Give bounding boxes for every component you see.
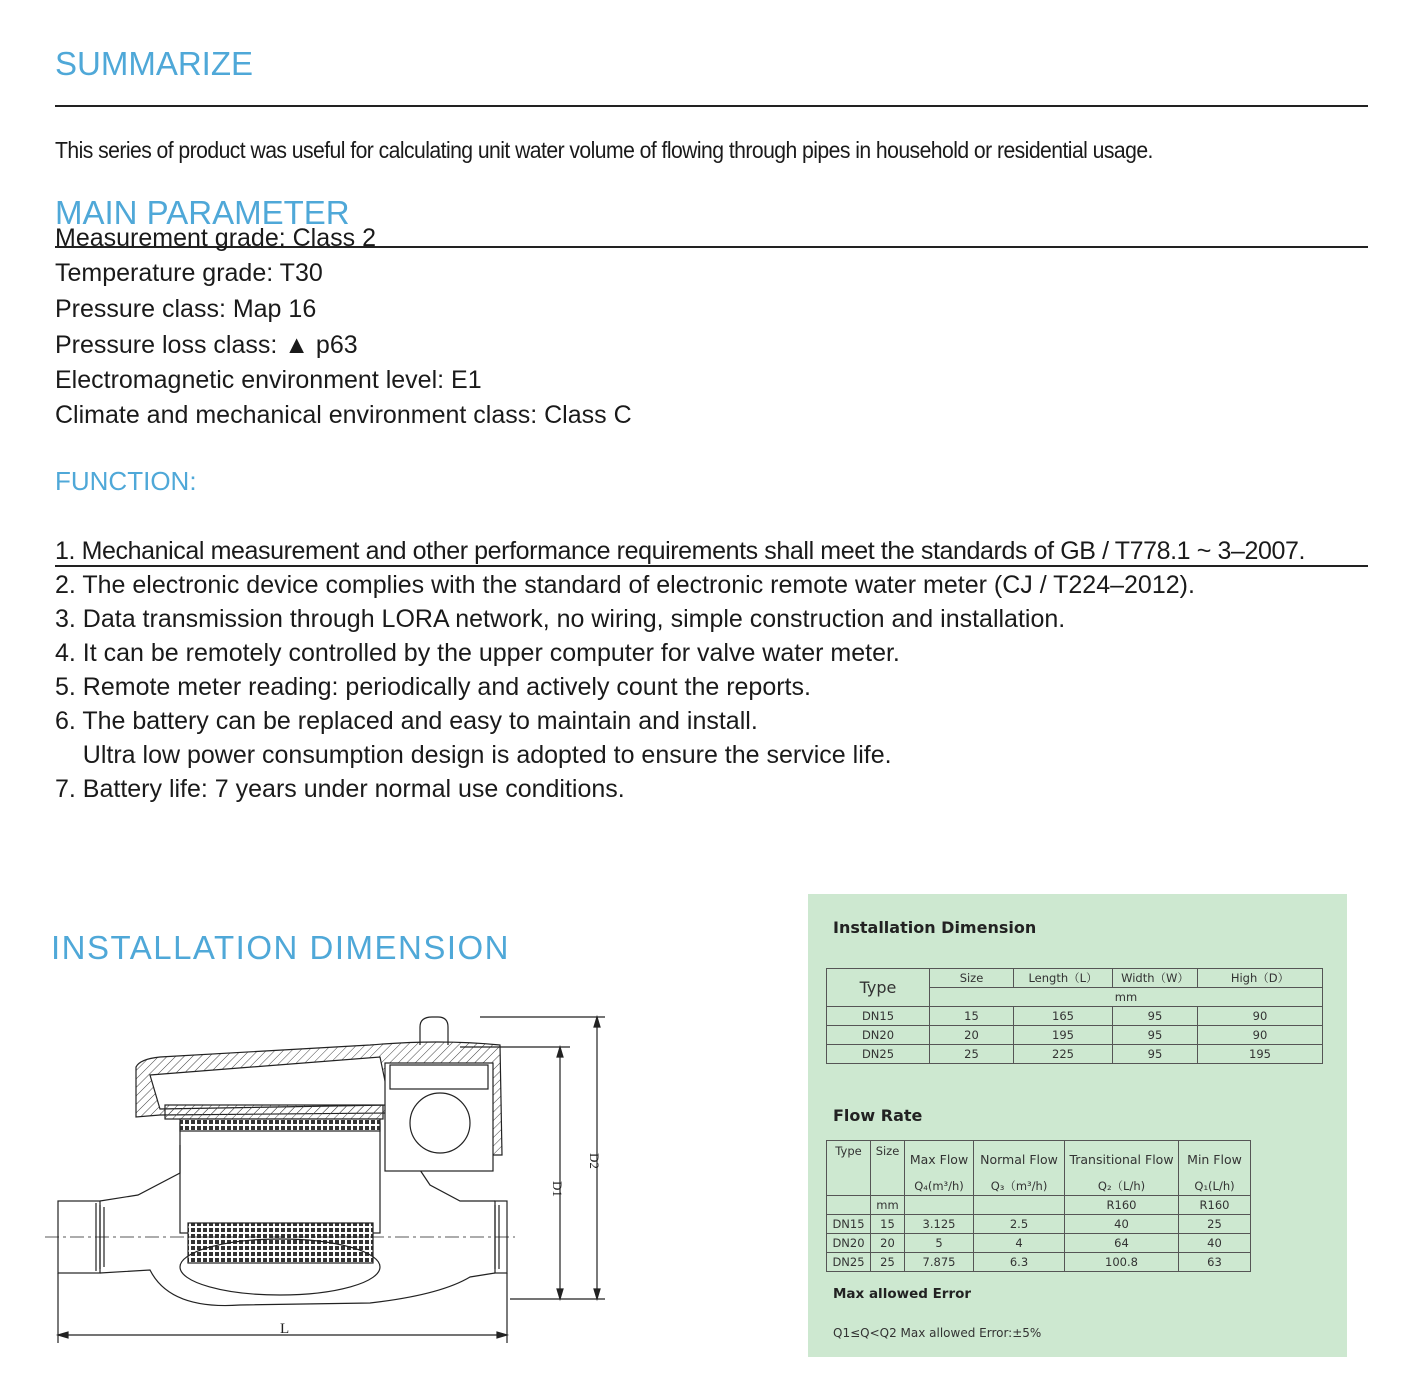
table-cell: 225 (1014, 1045, 1113, 1064)
table-cell: 25 (871, 1253, 905, 1272)
flow-rate-title: Flow Rate (833, 1106, 923, 1125)
table-row (827, 1215, 1251, 1234)
summarize-divider (55, 105, 1368, 107)
table-cell: 2.5 (974, 1215, 1065, 1234)
installation-dimension-title: Installation Dimension (833, 918, 1037, 937)
flow-header-max: Max Flow (905, 1141, 974, 1178)
flow-unit-max: Q₄(m³/h) (905, 1177, 974, 1196)
flow-header-size: Size (871, 1141, 905, 1196)
summary-text: This series of product was useful for calculating unit water volume of flowing through pipes in household or residential usage. (55, 137, 1153, 163)
table-row (827, 1045, 1323, 1064)
water-meter-drawing (40, 1005, 620, 1355)
install-header-width: Width（W） (1113, 969, 1198, 988)
function-item-4: 4. It can be remotely controlled by the upper computer for valve water meter. (55, 639, 900, 667)
table-cell: DN20 (827, 1234, 871, 1253)
function-item-7: 7. Battery life: 7 years under normal use conditions. (55, 775, 625, 803)
table-cell: 64 (1065, 1234, 1179, 1253)
installation-heading: INSTALLATION DIMENSION (51, 929, 511, 966)
table-cell: 7.875 (905, 1253, 974, 1272)
function-list (55, 534, 1305, 806)
install-header-type: Type (827, 969, 930, 1007)
dimension-label-d1: D1 (550, 1181, 565, 1197)
table-cell: 25 (930, 1045, 1014, 1064)
table-cell: 15 (871, 1215, 905, 1234)
table-cell: 25 (1179, 1215, 1251, 1234)
function-item-2: 2. The electronic device complies with the standard of electronic remote water meter (CJ / T224–2012). (55, 571, 1195, 599)
table-cell: DN25 (827, 1253, 871, 1272)
table-row (827, 1253, 1251, 1272)
table-cell: 3.125 (905, 1215, 974, 1234)
table-cell: 63 (1179, 1253, 1251, 1272)
table-cell: 95 (1113, 1045, 1198, 1064)
table-cell: 6.3 (974, 1253, 1065, 1272)
parameter-list (55, 221, 632, 433)
dimension-label-length: L (280, 1321, 290, 1337)
table-row (827, 1026, 1323, 1045)
table-cell: 90 (1198, 1007, 1323, 1026)
table-cell: 5 (905, 1234, 974, 1253)
table-cell: 40 (1065, 1215, 1179, 1234)
function-heading: FUNCTION: (55, 466, 197, 496)
table-cell: 95 (1113, 1007, 1198, 1026)
install-header-size: Size (930, 969, 1014, 988)
table-cell: 40 (1179, 1234, 1251, 1253)
flow-header-transitional: Transitional Flow (1065, 1141, 1179, 1178)
table-cell: 195 (1198, 1045, 1323, 1064)
parameter-pressure-class: Pressure class: Map 16 (55, 295, 317, 323)
table-cell: DN15 (827, 1007, 930, 1026)
table-cell: 20 (930, 1026, 1014, 1045)
table-cell: DN20 (827, 1026, 930, 1045)
table-cell: 95 (1113, 1026, 1198, 1045)
flow-size-unit: mm (871, 1196, 905, 1215)
flow-header-normal: Normal Flow (974, 1141, 1065, 1178)
flow-ratio-min: R160 (1179, 1196, 1251, 1215)
function-item-1: 1. Mechanical measurement and other performance requirements shall meet the standards of GB / T778.1 ~ 3–2007. (55, 537, 1306, 565)
flow-ratio-normal (974, 1196, 1065, 1215)
install-header-high: High（D） (1198, 969, 1323, 988)
install-unit: mm (930, 988, 1323, 1007)
table-cell: DN15 (827, 1215, 871, 1234)
install-header-length: Length（L） (1014, 969, 1113, 988)
table-row (827, 1007, 1323, 1026)
flow-header-min: Min Flow (1179, 1141, 1251, 1178)
table-cell: 4 (974, 1234, 1065, 1253)
table-cell: 195 (1014, 1026, 1113, 1045)
table-cell: 100.8 (1065, 1253, 1179, 1272)
function-item-3: 3. Data transmission through LORA network, no wiring, simple construction and installation. (55, 605, 1066, 633)
parameter-pressure-loss-class: Pressure loss class: ▲ p63 (55, 331, 358, 359)
flow-type-spacer (827, 1196, 871, 1215)
parameter-electromagnetic-level: Electromagnetic environment level: E1 (55, 366, 482, 394)
summarize-heading: SUMMARIZE (55, 45, 253, 82)
main-parameter-heading: MAIN PARAMETER (55, 194, 350, 231)
parameter-temperature-grade: Temperature grade: T30 (55, 259, 323, 287)
flow-ratio-transitional: R160 (1065, 1196, 1179, 1215)
dimension-label-d2: D2 (587, 1153, 602, 1169)
flow-unit-transitional: Q₂（L/h) (1065, 1177, 1179, 1196)
table-cell: DN25 (827, 1045, 930, 1064)
parameter-measurement-grade: Measurement grade: Class 2 (55, 224, 376, 252)
flow-rate-table (826, 1140, 1251, 1272)
table-cell: 15 (930, 1007, 1014, 1026)
table-cell: 165 (1014, 1007, 1113, 1026)
table-cell: 90 (1198, 1026, 1323, 1045)
flow-unit-normal: Q₃（m³/h) (974, 1177, 1065, 1196)
flow-header-type: Type (827, 1141, 871, 1196)
max-error-text: Q1≤Q<Q2 Max allowed Error:±5% (833, 1326, 1042, 1340)
parameter-climate-class: Climate and mechanical environment class: Class C (55, 401, 632, 429)
flow-ratio-max (905, 1196, 974, 1215)
function-item-6-continued: Ultra low power consumption design is adopted to ensure the service life. (55, 741, 892, 769)
function-item-5: 5. Remote meter reading: periodically and actively count the reports. (55, 673, 811, 701)
flow-unit-min: Q₁(L/h) (1179, 1177, 1251, 1196)
table-cell: 20 (871, 1234, 905, 1253)
installation-dimension-table (826, 968, 1323, 1064)
table-row (827, 1234, 1251, 1253)
max-error-title: Max allowed Error (833, 1286, 972, 1302)
function-item-6: 6. The battery can be replaced and easy to maintain and install. (55, 707, 758, 735)
